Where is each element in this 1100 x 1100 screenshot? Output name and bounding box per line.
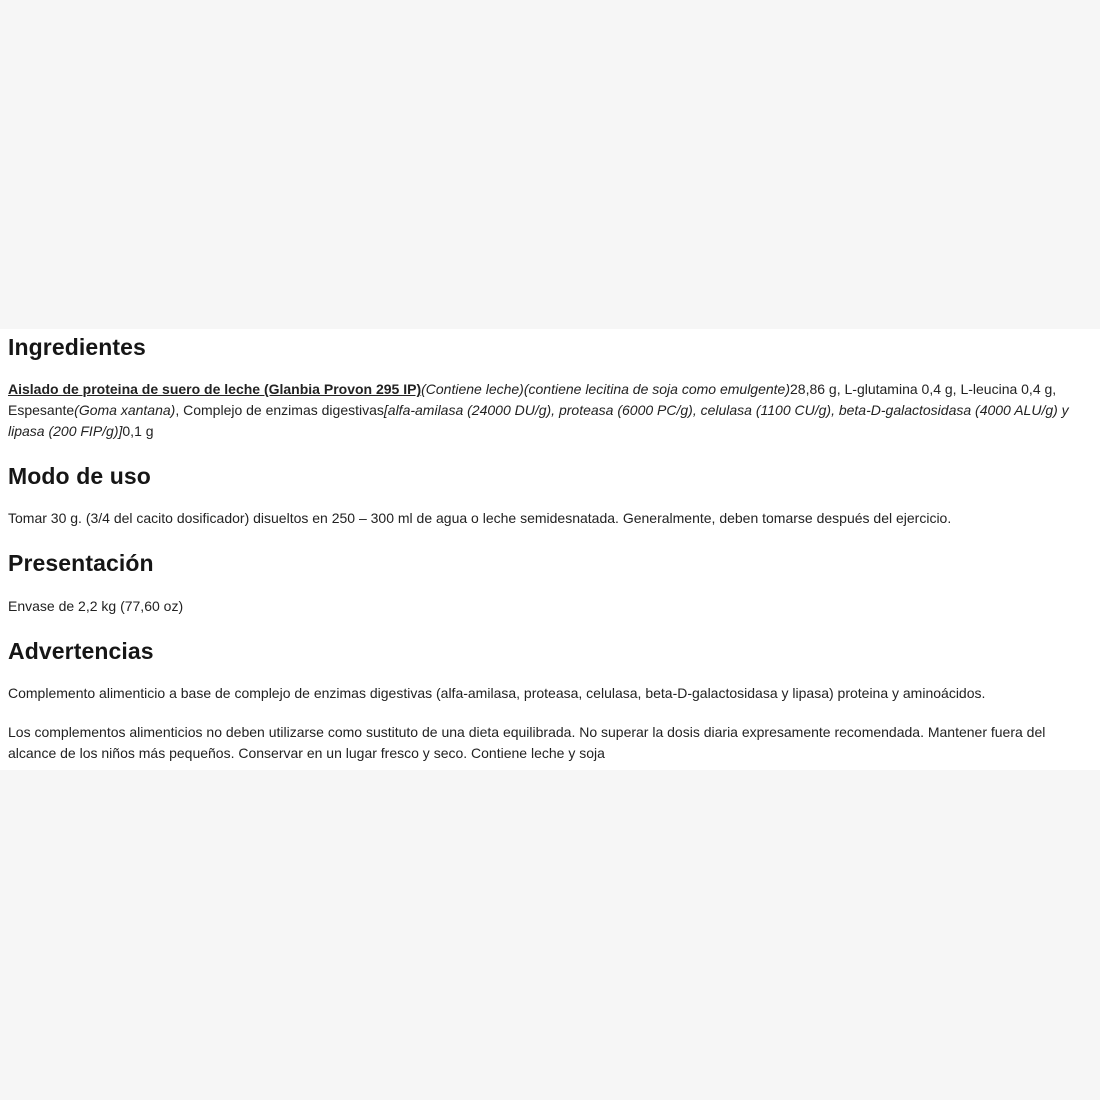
usage-text: Tomar 30 g. (3/4 del cacito dosificador) disueltos en 250 – 300 ml de agua o leche semidesnatada. Generalmente, deben tomarse después del ejercicio. [8,510,952,526]
enzymes-label: , Complejo de enzimas digestivas [175,402,384,418]
warnings-text-advice: Los complementos alimenticios no deben utilizarse como sustituto de una dieta equilibrada. No superar la dosis diaria expresamente recomendada. Mantener fuera del alcance de los niños más pequeños. Conservar en un lugar fresco y seco. Contiene leche y soja [8,724,1046,761]
ingredients-heading: Ingredientes [8,334,146,360]
warnings-heading: Advertencias [8,638,154,664]
enzymes-detail: [alfa-amilasa (24000 DU/g), proteasa (6000 PC/g), celulasa (1100 CU/g), beta-D-galactosidasa (4000 ALU/g) y lipasa (200 FIP/g)] [8,402,1069,439]
allergen-note-milk: (Contiene leche) [421,381,524,397]
ingredients-quantities: 28,86 g, L-glutamina 0,4 g, L-leucina 0,4 g, Espesante [8,381,1057,418]
ingredients-text [8,379,1092,442]
usage-heading: Modo de uso [8,463,151,489]
warnings-text-composition: Complemento alimenticio a base de complejo de enzimas digestivas (alfa-amilasa, proteasa, celulasa, beta-D-galactosidasa y lipasa) proteina y aminoácidos. [8,685,986,701]
product-info-panel [0,329,1100,770]
thickener-note: (Goma xantana) [74,402,176,418]
allergen-note-soy: (contiene lecitina de soja como emulgente) [523,381,790,397]
enzymes-quantity: 0,1 g [122,423,154,439]
main-ingredient-link[interactable]: Aislado de proteina de suero de leche (Glanbia Provon 295 IP) [8,381,422,397]
bottom-background [0,770,1100,1100]
presentation-text: Envase de 2,2 kg (77,60 oz) [8,598,184,614]
top-background [0,0,1100,329]
presentation-heading: Presentación [8,550,154,576]
